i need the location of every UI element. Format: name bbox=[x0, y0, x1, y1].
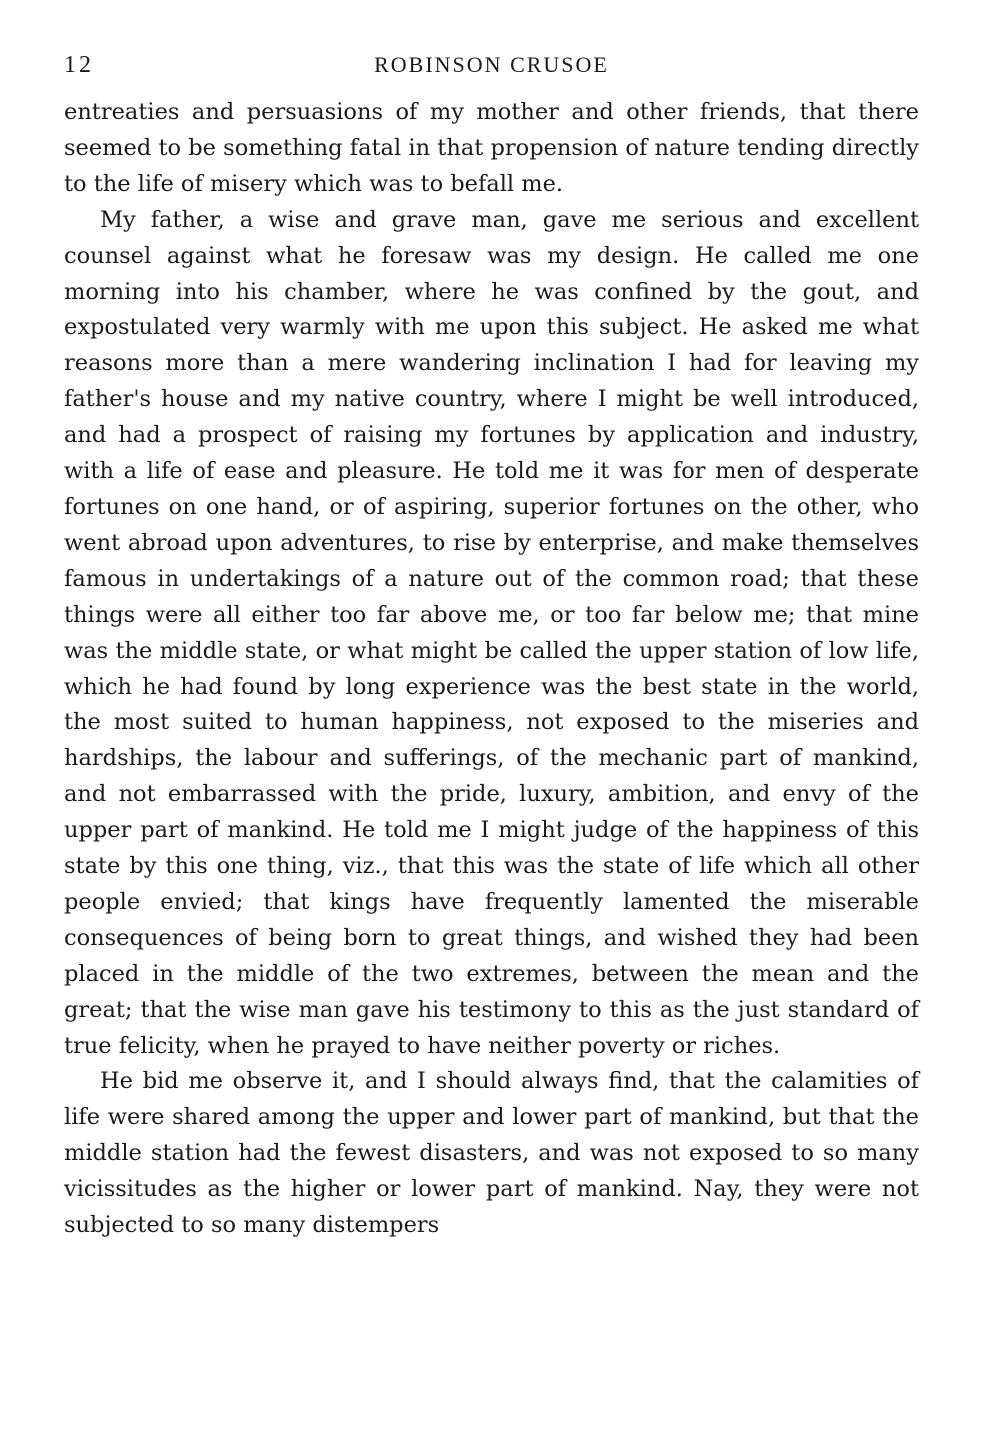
book-page bbox=[64, 52, 919, 1244]
paragraph-father-counsel: My father, a wise and grave man, gave me serious and excellent counsel against what he foresaw was my design. He called me one morning into his chamber, where he was confined by the gout, and expostulated very warmly with me upon this subject. He asked me what reasons more than a mere wandering inclination I had for leaving my father's house and my native country, where I might be well introduced, and had a prospect of raising my fortunes by application and industry, with a life of ease and pleasure. He told me it was for men of desperate fortunes on one hand, or of aspiring, superior fortunes on the other, who went abroad upon adventures, to rise by enterprise, and make themselves famous in undertakings of a nature out of the common road; that these things were all either too far above me, or too far below me; that mine was the middle state, or what might be called the upper station of low life, which he had found by long experience was the best state in the world, the most suited to human happiness, not exposed to the miseries and hardships, the labour and sufferings, of the mechanic part of mankind, and not embarrassed with the pride, luxury, ambition, and envy of the upper part of mankind. He told me I might judge of the happiness of this state by this one thing, viz., that this was the state of life which all other people envied; that kings have frequently lamented the miserable consequences of being born to great things, and wished they had been placed in the middle of the two extremes, between the mean and the great; that the wise man gave his testimony to this as the just standard of true felicity, when he prayed to have neither poverty or riches. bbox=[64, 206, 919, 1059]
page-number: 12 bbox=[64, 52, 94, 78]
book-title: ROBINSON CRUSOE bbox=[374, 52, 609, 77]
running-head bbox=[64, 52, 919, 92]
body-text bbox=[64, 95, 919, 1244]
paragraph-continued: entreaties and persuasions of my mother and other friends, that there seemed to be something fatal in that propension of nature tending directly to the life of misery which was to befall me. bbox=[64, 99, 919, 197]
paragraph-calamities: He bid me observe it, and I should always find, that the calamities of life were shared among the upper and lower part of mankind, but that the middle station had the fewest disasters, and was not exposed to so many vicissitudes as the higher or lower part of mankind. Nay, they were not subjected to so many distempers bbox=[64, 1068, 919, 1239]
